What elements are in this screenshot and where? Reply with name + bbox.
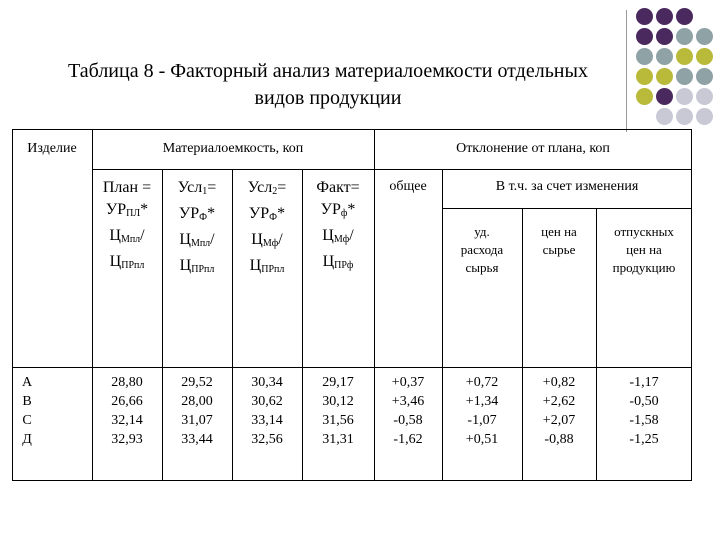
header-consumption-l1: уд. — [474, 224, 490, 239]
decor-dot — [696, 48, 713, 65]
decor-dot — [636, 28, 653, 45]
formula-usl1-l1: Усл$_1$= — [177, 179, 217, 197]
decor-dot — [676, 48, 693, 65]
header-deviation: Отклонение от плана, коп — [456, 141, 610, 156]
table-border-top — [12, 129, 692, 130]
decor-dot — [676, 8, 693, 25]
raw-price-cell: +0,82 — [542, 375, 576, 390]
header-raw-price-l1: цен на — [541, 224, 577, 239]
header-divider-1 — [92, 169, 692, 170]
header-including: В т.ч. за счет изменения — [495, 179, 639, 194]
title-line-2: видов продукции — [254, 87, 402, 109]
fact-cell: 31,56 — [322, 413, 354, 428]
decor-dot — [696, 108, 713, 125]
formula-usl2-l3: $Ц_{Мф}/$ — [251, 231, 283, 249]
fact-cell: 30,12 — [322, 394, 354, 409]
total-cell: +0,37 — [391, 375, 425, 390]
usl1-cell: 28,00 — [181, 394, 213, 409]
header-sale-price-l2: цен на — [626, 242, 662, 257]
item-cell: В — [22, 394, 32, 409]
raw-price-cell: +2,62 — [542, 394, 576, 409]
col-usl1 — [162, 373, 232, 449]
plan-cell: 32,93 — [111, 432, 143, 447]
formula-plan — [92, 177, 162, 277]
decor-dot — [656, 88, 673, 105]
formula-usl1 — [162, 177, 232, 281]
sale-price-cell: -1,25 — [629, 432, 659, 447]
plan-cell: 28,80 — [111, 375, 143, 390]
header-raw-price — [522, 223, 596, 259]
decor-dot — [696, 88, 713, 105]
col-total — [374, 373, 442, 449]
usl2-cell: 32,56 — [251, 432, 283, 447]
formula-fact-l4: $Ц_{ПРф}$ — [322, 253, 354, 271]
decor-dot — [676, 88, 693, 105]
header-material-intensity: Материалоемкость, коп — [162, 141, 304, 156]
table-border-bottom — [12, 480, 692, 481]
fact-cell: 31,31 — [322, 432, 354, 447]
header-divider-2 — [442, 208, 692, 209]
header-sale-price — [596, 223, 692, 277]
plan-cell: 32,14 — [111, 413, 143, 428]
decor-dot — [656, 108, 673, 125]
total-cell: -0,58 — [393, 413, 423, 428]
item-cell: С — [22, 413, 32, 428]
decor-dot — [676, 108, 693, 125]
decor-dot — [636, 8, 653, 25]
decor-dot — [656, 8, 673, 25]
total-cell: +3,46 — [391, 394, 425, 409]
decor-dot — [656, 68, 673, 85]
decor-dot — [636, 48, 653, 65]
raw-price-cell: +2,07 — [542, 413, 576, 428]
usl1-cell: 29,52 — [181, 375, 213, 390]
col-consumption — [442, 373, 522, 449]
decor-dot — [656, 48, 673, 65]
col-plan — [92, 373, 162, 449]
decor-dot — [696, 68, 713, 85]
col-items — [14, 373, 40, 449]
decor-divider — [626, 10, 627, 132]
consumption-cell: +0,51 — [465, 432, 499, 447]
decor-dot — [676, 68, 693, 85]
header-raw-price-l2: сырье — [542, 242, 576, 257]
total-cell: -1,62 — [393, 432, 423, 447]
decor-dot — [636, 68, 653, 85]
header-consumption — [442, 223, 522, 277]
consumption-cell: +1,34 — [465, 394, 499, 409]
header-item: Изделие — [27, 141, 77, 156]
formula-usl2-l2: $УР_Ф*$ — [248, 205, 286, 223]
raw-price-cell: -0,88 — [544, 432, 574, 447]
formula-fact-l3: $Ц_{Мф}/$ — [322, 227, 354, 245]
formula-plan-l1: План = — [102, 179, 152, 196]
col-sale-price — [596, 373, 692, 449]
formula-usl1-l3: $Ц_{Мпл}/$ — [179, 231, 215, 249]
decor-dot-grid — [636, 8, 716, 132]
sale-price-cell: -1,17 — [629, 375, 659, 390]
item-cell: А — [21, 375, 33, 390]
formula-fact — [302, 177, 374, 277]
sale-price-cell: -1,58 — [629, 413, 659, 428]
plan-cell: 26,66 — [111, 394, 143, 409]
header-consumption-l3: сырья — [465, 260, 499, 275]
col-raw-price — [522, 373, 596, 449]
decor-dot — [656, 28, 673, 45]
usl1-cell: 33,44 — [181, 432, 213, 447]
formula-usl2-l1: Усл$_2$= — [247, 179, 287, 197]
decor-dot — [696, 28, 713, 45]
factor-analysis-table — [12, 129, 692, 481]
consumption-cell: +0,72 — [465, 375, 499, 390]
decor-dot — [636, 88, 653, 105]
formula-plan-l4: $Ц_{ПРпл}$ — [109, 253, 145, 271]
decor-dot — [676, 28, 693, 45]
page-title — [30, 58, 626, 112]
col-fact — [302, 373, 374, 449]
header-divider-3 — [12, 367, 692, 368]
formula-fact-l2: $УР_ф*$ — [320, 201, 356, 219]
formula-plan-l3: $Ц_{Мпл}/$ — [109, 227, 145, 245]
usl2-cell: 30,62 — [251, 394, 283, 409]
formula-usl2-l4: $Ц_{ПРпл}$ — [249, 257, 285, 275]
col-usl2 — [232, 373, 302, 449]
header-total: общее — [389, 179, 427, 194]
header-consumption-l2: расхода — [460, 242, 504, 257]
item-cell: Д — [22, 432, 32, 447]
fact-cell: 29,17 — [322, 375, 354, 390]
title-line-1: Таблица 8 - Факторный анализ материалоемкости отдельных — [68, 60, 588, 82]
formula-usl2 — [232, 177, 302, 281]
formula-usl1-l4: $Ц_{ПРпл}$ — [179, 257, 215, 275]
sale-price-cell: -0,50 — [629, 394, 659, 409]
consumption-cell: -1,07 — [467, 413, 497, 428]
formula-fact-l1: Факт= — [316, 179, 360, 196]
formula-plan-l2: $УР_{ПЛ}*$ — [105, 201, 149, 219]
header-sale-price-l3: продукцию — [612, 260, 676, 275]
usl2-cell: 30,34 — [251, 375, 283, 390]
header-sale-price-l1: отпускных — [614, 224, 674, 239]
formula-usl1-l2: $УР_Ф*$ — [178, 205, 216, 223]
table-border-left — [12, 129, 13, 481]
usl2-cell: 33,14 — [251, 413, 283, 428]
usl1-cell: 31,07 — [181, 413, 213, 428]
